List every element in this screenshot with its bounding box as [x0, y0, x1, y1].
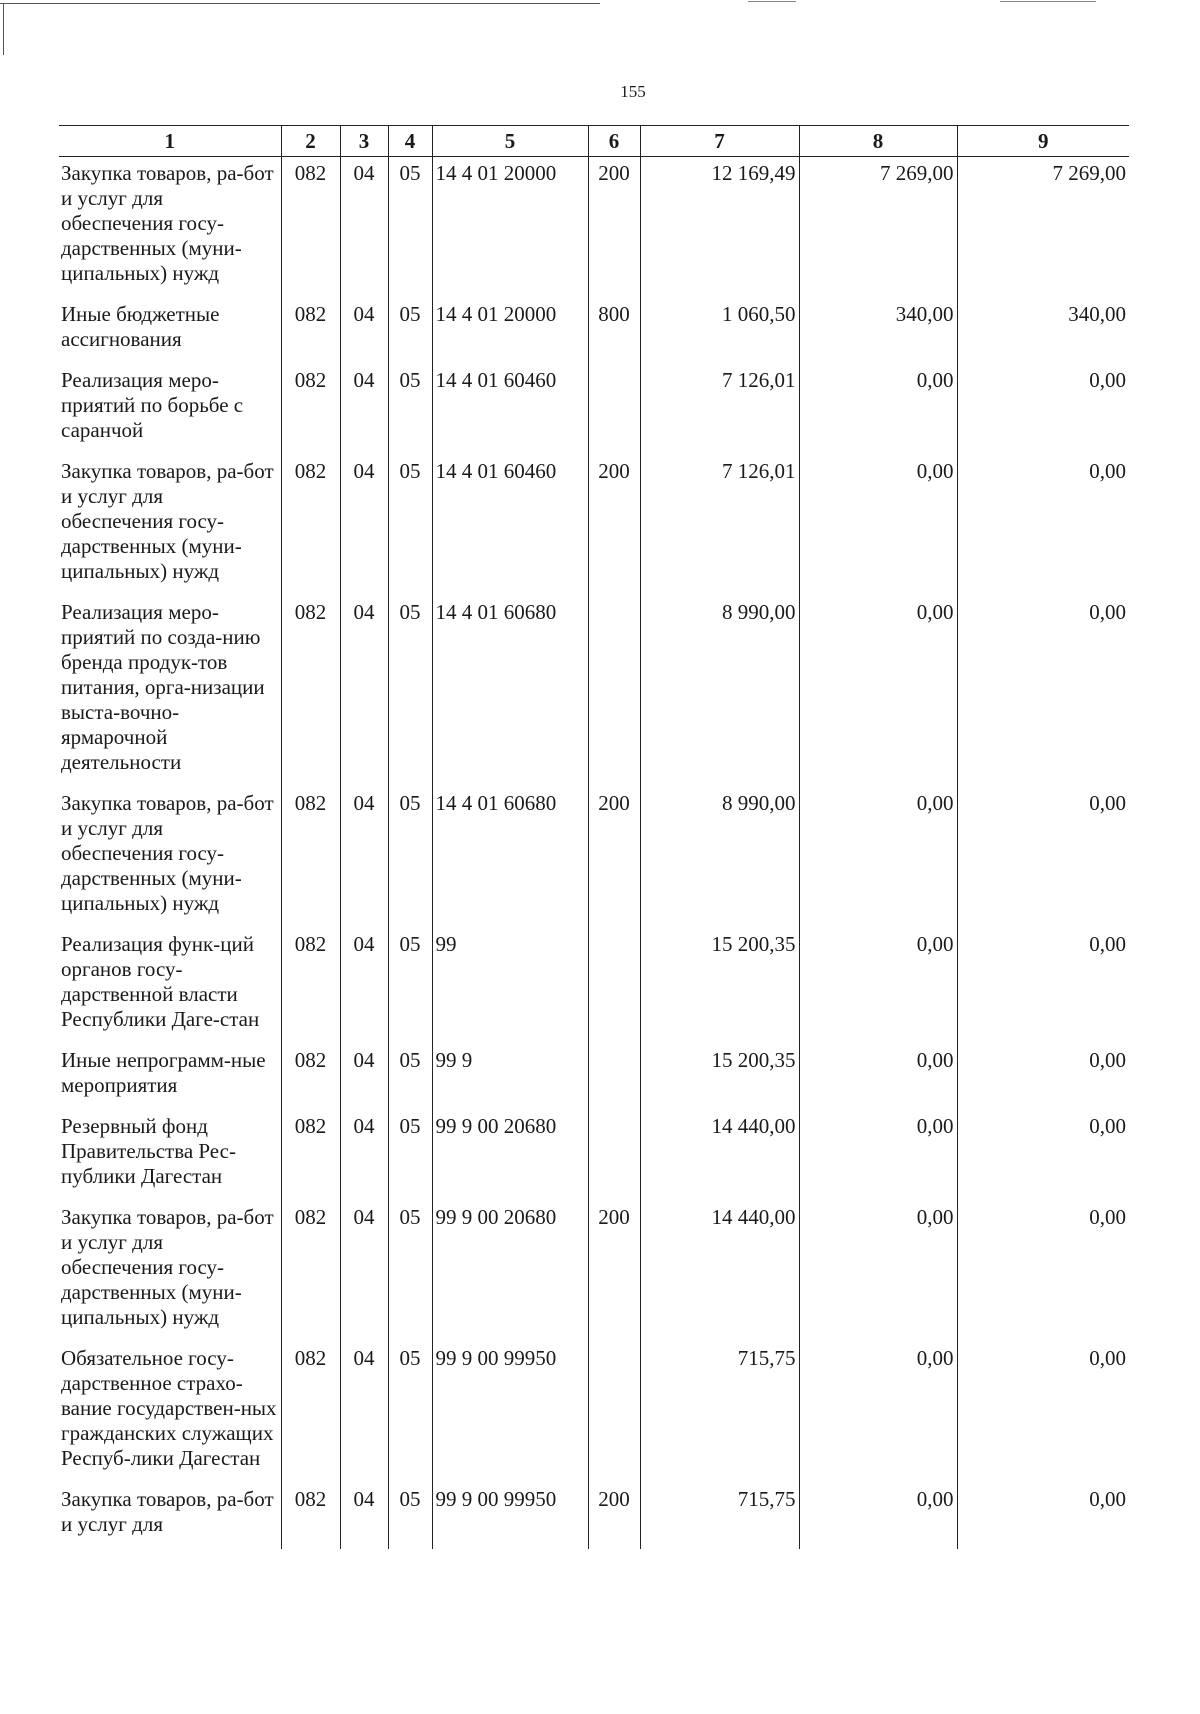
- row-name: Реализация меро-приятий по борьбе с саранчой: [61, 368, 244, 442]
- scan-border-top: [0, 3, 600, 4]
- cell-col-3: 04: [340, 1044, 388, 1110]
- cell-col-6: 200: [588, 157, 640, 299]
- header-row: [59, 126, 1129, 157]
- table-row: [59, 1483, 1129, 1549]
- cell-col-9: 0,00: [957, 1342, 1129, 1483]
- table-body: [59, 157, 1129, 1550]
- cell-col-3: 04: [340, 1483, 388, 1549]
- table-row: [59, 157, 1129, 299]
- cell-col-6: [588, 1044, 640, 1110]
- cell-col-6: [588, 928, 640, 1044]
- table-row: [59, 787, 1129, 928]
- cell-col-2: 082: [281, 1342, 340, 1483]
- row-name: Закупка товаров, ра-бот и услуг для обеспечения госу-дарственных (муни-ципальных) нужд: [61, 459, 274, 583]
- cell-col-7: 15 200,35: [640, 1044, 799, 1110]
- cell-col-8: 0,00: [799, 1044, 957, 1110]
- cell-col-9: 0,00: [957, 596, 1129, 787]
- cell-col-8: 0,00: [799, 1110, 957, 1201]
- cell-col-5: 99 9 00 20680: [432, 1110, 588, 1201]
- cell-col-2: 082: [281, 787, 340, 928]
- cell-col-3: 04: [340, 1342, 388, 1483]
- row-name: Реализация меро-приятий по созда-нию бренда продук-тов питания, орга-низации выста-вочно-ярмарочной деятельности: [61, 600, 265, 774]
- cell-col-6: [588, 364, 640, 455]
- cell-col-8: 0,00: [799, 596, 957, 787]
- cell-col-6: 200: [588, 1483, 640, 1549]
- cell-col-4: 05: [388, 787, 432, 928]
- cell-col-9: 0,00: [957, 1483, 1129, 1549]
- table-row: [59, 596, 1129, 787]
- cell-col-6: [588, 1110, 640, 1201]
- table-row: [59, 1342, 1129, 1483]
- cell-col-8: 0,00: [799, 1201, 957, 1342]
- cell-col-5: 14 4 01 20000: [432, 157, 588, 299]
- cell-col-5: 14 4 01 60680: [432, 596, 588, 787]
- scan-border-left: [3, 3, 4, 55]
- cell-col-2: 082: [281, 1044, 340, 1110]
- cell-col-3: 04: [340, 1110, 388, 1201]
- cell-col-9: 0,00: [957, 455, 1129, 596]
- table-row: [59, 298, 1129, 364]
- page-number: 155: [620, 82, 646, 101]
- cell-col-9: 0,00: [957, 1201, 1129, 1342]
- cell-col-3: 04: [340, 928, 388, 1044]
- budget-table: [59, 125, 1129, 1549]
- row-name: Закупка товаров, ра-бот и услуг для обеспечения госу-дарственных (муни-ципальных) нужд: [61, 161, 274, 285]
- cell-col-4: 05: [388, 455, 432, 596]
- cell-col-3: 04: [340, 1201, 388, 1342]
- scan-mark: [1000, 1, 1096, 2]
- cell-col-8: 0,00: [799, 1342, 957, 1483]
- column-header: 5: [432, 126, 588, 157]
- cell-col-2: 082: [281, 928, 340, 1044]
- cell-col-5: 99 9 00 99950: [432, 1342, 588, 1483]
- cell-col-7: 8 990,00: [640, 596, 799, 787]
- row-name: Закупка товаров, ра-бот и услуг для обеспечения госу-дарственных (муни-ципальных) нужд: [61, 791, 274, 915]
- cell-col-5: 14 4 01 60460: [432, 455, 588, 596]
- cell-col-8: 340,00: [799, 298, 957, 364]
- column-header: 6: [588, 126, 640, 157]
- cell-col-7: 8 990,00: [640, 787, 799, 928]
- row-name: Обязательное госу-дарственное страхо-вание государствен-ных гражданских служащих Респуб-лики Дагестан: [61, 1346, 277, 1470]
- table-row: [59, 364, 1129, 455]
- cell-col-4: 05: [388, 1201, 432, 1342]
- cell-col-7: 7 126,01: [640, 455, 799, 596]
- cell-col-4: 05: [388, 157, 432, 299]
- row-name: Резервный фонд Правительства Рес-публики Дагестан: [61, 1114, 236, 1188]
- cell-col-2: 082: [281, 1201, 340, 1342]
- cell-col-8: 0,00: [799, 364, 957, 455]
- cell-col-2: 082: [281, 455, 340, 596]
- cell-col-6: [588, 596, 640, 787]
- cell-col-8: 0,00: [799, 455, 957, 596]
- column-header: 8: [799, 126, 957, 157]
- cell-col-9: 7 269,00: [957, 157, 1129, 299]
- cell-col-7: 14 440,00: [640, 1110, 799, 1201]
- cell-col-8: 0,00: [799, 928, 957, 1044]
- cell-col-4: 05: [388, 596, 432, 787]
- cell-col-5: 14 4 01 20000: [432, 298, 588, 364]
- cell-col-3: 04: [340, 455, 388, 596]
- cell-col-2: 082: [281, 596, 340, 787]
- cell-col-9: 340,00: [957, 298, 1129, 364]
- cell-col-5: 99 9: [432, 1044, 588, 1110]
- cell-col-6: 200: [588, 787, 640, 928]
- table-row: [59, 928, 1129, 1044]
- cell-col-9: 0,00: [957, 1044, 1129, 1110]
- column-header: 4: [388, 126, 432, 157]
- cell-col-5: 14 4 01 60460: [432, 364, 588, 455]
- column-header: 7: [640, 126, 799, 157]
- cell-col-7: 715,75: [640, 1483, 799, 1549]
- cell-col-5: 99 9 00 20680: [432, 1201, 588, 1342]
- cell-col-3: 04: [340, 596, 388, 787]
- column-header: 9: [957, 126, 1129, 157]
- column-header: 2: [281, 126, 340, 157]
- table-row: [59, 1201, 1129, 1342]
- cell-col-7: 715,75: [640, 1342, 799, 1483]
- cell-col-8: 0,00: [799, 787, 957, 928]
- cell-col-2: 082: [281, 157, 340, 299]
- cell-col-2: 082: [281, 364, 340, 455]
- cell-col-7: 1 060,50: [640, 298, 799, 364]
- table-row: [59, 455, 1129, 596]
- scan-mark: [748, 1, 796, 2]
- row-name: Иные бюджетные ассигнования: [61, 302, 220, 351]
- cell-col-3: 04: [340, 298, 388, 364]
- cell-col-4: 05: [388, 1044, 432, 1110]
- cell-col-4: 05: [388, 1342, 432, 1483]
- cell-col-6: 200: [588, 455, 640, 596]
- cell-col-4: 05: [388, 364, 432, 455]
- cell-col-6: 200: [588, 1201, 640, 1342]
- row-name: Иные непрограмм-ные мероприятия: [61, 1048, 266, 1097]
- cell-col-3: 04: [340, 157, 388, 299]
- cell-col-6: 800: [588, 298, 640, 364]
- cell-col-9: 0,00: [957, 1110, 1129, 1201]
- cell-col-2: 082: [281, 1483, 340, 1549]
- table-row: [59, 1110, 1129, 1201]
- cell-col-5: 99: [432, 928, 588, 1044]
- cell-col-3: 04: [340, 787, 388, 928]
- row-name: Закупка товаров, ра-бот и услуг для: [61, 1487, 274, 1536]
- cell-col-7: 7 126,01: [640, 364, 799, 455]
- row-name: Закупка товаров, ра-бот и услуг для обеспечения госу-дарственных (муни-ципальных) нужд: [61, 1205, 274, 1329]
- cell-col-8: 7 269,00: [799, 157, 957, 299]
- cell-col-9: 0,00: [957, 787, 1129, 928]
- cell-col-7: 14 440,00: [640, 1201, 799, 1342]
- cell-col-5: 14 4 01 60680: [432, 787, 588, 928]
- cell-col-3: 04: [340, 364, 388, 455]
- cell-col-7: 12 169,49: [640, 157, 799, 299]
- cell-col-2: 082: [281, 1110, 340, 1201]
- cell-col-6: [588, 1342, 640, 1483]
- table-row: [59, 1044, 1129, 1110]
- cell-col-9: 0,00: [957, 364, 1129, 455]
- cell-col-8: 0,00: [799, 1483, 957, 1549]
- cell-col-4: 05: [388, 1483, 432, 1549]
- cell-col-5: 99 9 00 99950: [432, 1483, 588, 1549]
- cell-col-4: 05: [388, 928, 432, 1044]
- cell-col-9: 0,00: [957, 928, 1129, 1044]
- column-header: 3: [340, 126, 388, 157]
- row-name: Реализация функ-ций органов госу-дарственной власти Республики Даге-стан: [61, 932, 260, 1031]
- cell-col-4: 05: [388, 1110, 432, 1201]
- cell-col-2: 082: [281, 298, 340, 364]
- column-header: 1: [59, 126, 281, 157]
- cell-col-4: 05: [388, 298, 432, 364]
- cell-col-7: 15 200,35: [640, 928, 799, 1044]
- table-header: [59, 126, 1129, 157]
